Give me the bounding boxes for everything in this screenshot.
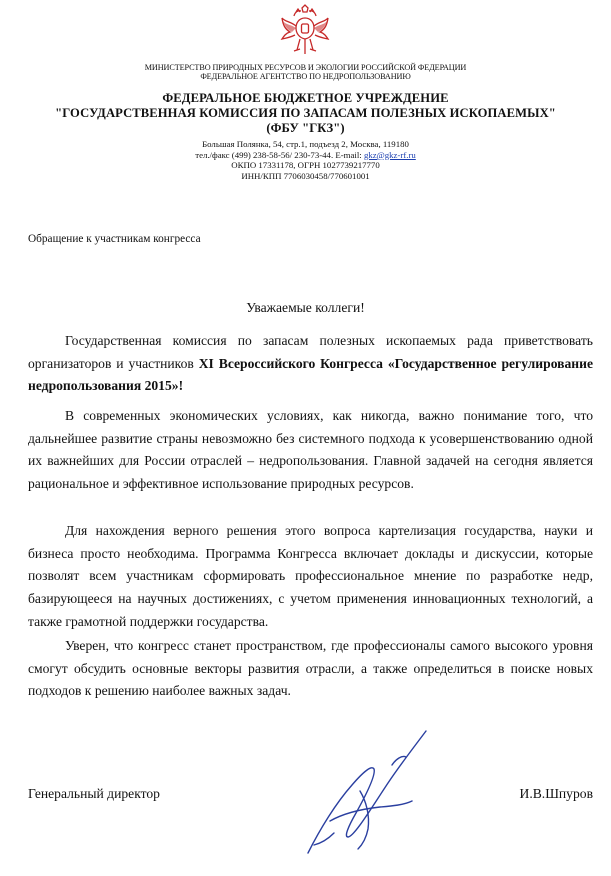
org-contacts	[0, 150, 611, 161]
org-okpo: ОКПО 17331178, ОГРН 1027739217770	[231, 160, 380, 170]
paragraph-1-end: !	[178, 378, 184, 394]
paragraph-4: Уверен, что конгресс станет пространством, где профессионалы самого высокого уровня смогут обсудить основные векторы развития отрасли, а также определиться в поиске новых подходов к решению наиболее важных задач.	[28, 638, 593, 699]
paragraph-1	[28, 330, 593, 398]
email-link[interactable]: gkz@gkz-rf.ru	[363, 149, 416, 160]
director-title: Генеральный директор	[28, 786, 160, 801]
phone-fax: тел./факс (499) 238-58-56/ 230-73-44. E-mail:	[195, 149, 362, 160]
letter-subject: Обращение к участникам конгресса	[28, 233, 201, 245]
director-name: И.В.Шпуров	[519, 786, 593, 801]
handwritten-signature	[300, 725, 435, 860]
org-inn: ИНН/КПП 7706030458/770601001	[241, 170, 370, 181]
org-name-line2: "ГОСУДАРСТВЕННАЯ КОМИССИЯ ПО ЗАПАСАМ ПОЛЕЗНЫХ ИСКОПАЕМЫХ"	[55, 106, 556, 120]
org-name-line1: ФЕДЕРАЛЬНОЕ БЮДЖЕТНОЕ УЧРЕЖДЕНИЕ	[162, 91, 449, 105]
congress-title: XI Всероссийского Конгресса «Государственное регулирование недропользования 2015»	[28, 355, 593, 394]
ministry-name: МИНИСТЕРСТВО ПРИРОДНЫХ РЕСУРСОВ И ЭКОЛОГИИ РОССИЙСКОЙ ФЕДЕРАЦИИ	[144, 63, 467, 72]
agency-name: ФЕДЕРАЛЬНОЕ АГЕНТСТВО ПО НЕДРОПОЛЬЗОВАНИЮ	[200, 72, 411, 81]
paragraph-1-text: Государственная комиссия по запасам полезных ископаемых рада приветствовать организаторов и участников	[28, 333, 593, 371]
coat-of-arms-icon	[276, 4, 334, 62]
paragraph-2: В современных экономических условиях, как никогда, важно понимание того, что дальнейшее развитие страны невозможно без системного подхода к усовершенствованию одной их важнейших для России отраслей – недропользования. Главной задачей на сегодня является рациональное и эффективное использование природных ресурсов.	[28, 408, 593, 492]
org-name-line3: (ФБУ "ГКЗ")	[266, 121, 345, 135]
letter-greeting: Уважаемые коллеги!	[246, 300, 365, 315]
org-address: Большая Полянка, 54, стр.1, подъезд 2, Москва, 119180	[202, 139, 409, 149]
paragraph-3: Для нахождения верного решения этого вопроса картелизация государства, науки и бизнеса просто необходима. Программа Конгресса включает доклады и дискуссии, которые позволят всем участникам сформировать профессиональное мнение по разработке недр, базирующееся на научных достижениях, с учетом применения инновационных технологий, а также грамотной поддержки государства.	[28, 523, 593, 629]
